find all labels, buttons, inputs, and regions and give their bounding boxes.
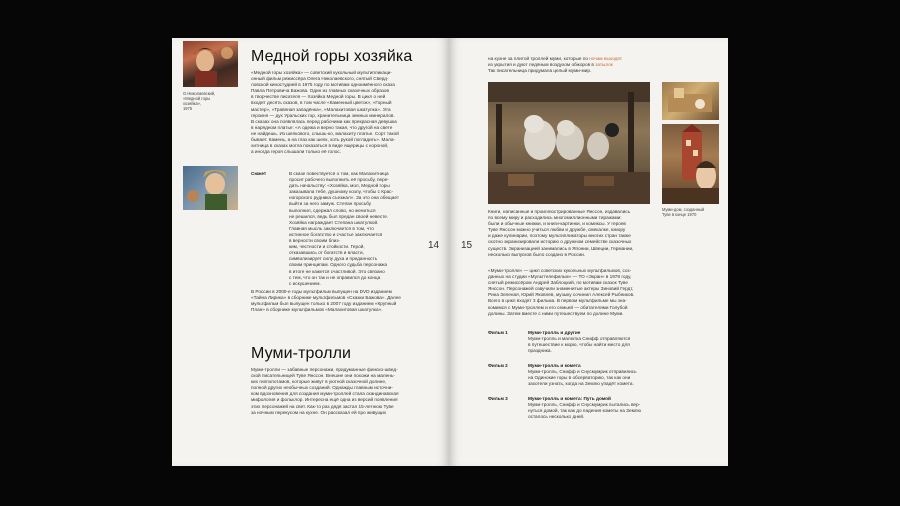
page-number-right: 15 (461, 240, 473, 251)
title-moomins: Муми-тролли (251, 345, 352, 362)
continued-text-part3: Так писательница придумала целый муми-мир. (488, 68, 592, 74)
film-1-label: Фильм 1 (488, 330, 508, 335)
page-number-left: 14 (428, 240, 440, 251)
film-3-label: Фильм 3 (488, 396, 508, 401)
moomins-paragraph: Муми-тролли — забавные персонажи, придуманные финско-швед- ской писательницей Туве Янссон. Внешне они похожи на малень- ких гиппопотамов, которые живут в уютной сказочной долине, полной других необычных созданий. Однажды главным источни- ком вдохновения для создания муми-троллей стала скандинавская мифология и фольклор. Интересна ещё одна из версий появления этих персонажей на свет. Как-то раз дядя застал 15-летнюю Туве за ночным перекусом на кухне. Он рассказал ей про живущих (251, 367, 399, 415)
moomin-interior-photo (662, 82, 719, 120)
continued-text-part1: на кухне за плитой троллей муми, которые по (488, 56, 590, 61)
moomin-house-caption: Муми-дом, созданный Туве в конце 1970 (662, 207, 705, 218)
film-3-text: Муми-тролль, Снифф и Снусмумрик пытались вер- нуться домой, так как до падения кометы на Землю осталось несколько дней. (528, 402, 642, 420)
film-1-title: Муми-тролль и другие (528, 330, 581, 335)
plot-label: Сюжет (251, 171, 267, 176)
cycle-paragraph: «Муми-тролли» — цикл советских кукольных мультфильмов, соз- данных на студии «Мульттелефильм» — ТО «Экран» в 1978 году, снятый режиссёром Андрей Заблоцкий, по мотивам сказок Туве Янссон. Персонажей озвучили знаменитые актеры Зиновий Гердт, Рина Зеленая, Юрий Яковлев, музыку сочинил Алексей Рыбников. Всего в цикл входят 3 фильма. В первом мультфильме мы зна- комимся с Муми-троллем и его семьей — обитателями Голубой долины. Затем вместе с ними путешествуем по долине Муми. (488, 268, 635, 316)
puppet-photo-middle (183, 166, 238, 210)
plot-text: В сказе повествуется о том, как Малахитница просит рабочего выполнить её просьбу, пере- дать начальству: «Хозяйка, мол, Медной горы заказывала тебе, душному козлу, чтобы с Крас- ногорского рудника съезжал». За это она обещает выйти за него замуж. Степан просьбу выполнил, сдержал слово, но жениться не решился, ведь был предан своей невесте. Хозяйка награждает Степана шкатулкой. Главная мысль заключается в том, что истинное богатство и счастье заключается в верности своим близ- ким, честности и стойкости. Герой, отказавшись от богатств и власти, символизирует силу духа и преданность своим принципам. Одного судьба персонажа в итоге не кажется счастливой. Это связано с тем, что он так и не оправился до конца с искушением. (289, 171, 399, 286)
film-2-text: Муми-тролль, Снифф и Снусмумрик отправились на Одинокие горы в обсерваторию, так как они захотели узнать, когда на Землю упадёт комета. (528, 369, 637, 387)
puppet-photo-top (183, 41, 238, 87)
moomin-figures-photo (488, 82, 650, 204)
film-2-title: Муми-тролль и комета (528, 363, 581, 368)
film-3-title: Муми-тролль и комета: Путь домой (528, 396, 611, 401)
caption-top: О.Николаевский, «Медной горы хозяйка», 1975 (183, 91, 216, 112)
continued-text-accent1: ночам выходят (589, 56, 623, 61)
dvd-release-text: В России в 2000-е годы мультфильм выпущен на DVD изданием «Тайна Лирика» в сборнике мультфильмов «Сказки Бажова». Далее мультфильм был выпущен только в 2007 году изданием «Крупный План» в сборнике мультфильмов «Малахитовая шкатулка». (251, 289, 401, 313)
moomin-house-photo (662, 124, 719, 204)
film-2-label: Фильм 2 (488, 363, 508, 368)
book-spread (172, 38, 728, 466)
title-copper-mountain: Медной горы хозяйка (251, 48, 413, 65)
intro-paragraph: «Медной горы хозяйка» — советский кукольный мультипликаци- онный фильм режиссёра Олега Николаевского, снятый Сверд- ловской киностудией в 1975 году по мотивам одноимённого сказа Павла Петровича Бажова. Один из главных сказочных образов в творчестве писателя — Хозяйка Медной горы. В цикл о ней входят десять сказов, в том числе «Каменный цветок», «Горный мастер», «Травяная западёнка», «Малахитовая шкатулка». Эта героиня — дух Уральских гор, хранительница земных минералов. В сказах она появлялась перед рабочими как прекрасная девушка в нарядном платье: «А одежа и верно такая, что другой на свете не найдешь. Из шелкового, слышь-ко, малахиту платье. Сорт такой бывает. Камень, а на глаз как шелк, хоть рукой погладить». Мала- хитница в сказах могла показаться в виде ящерицы с короной, а иногда героя слышали только её голос. (251, 70, 399, 155)
film-1-text: Муми-тролль и малютка Снифф отправляются в путешествие к морю, чтобы найти место для праздника. (528, 336, 631, 354)
continued-text-accent2: затылок (595, 62, 613, 68)
continued-text-part2: из укрытия и дуют ледяным воздухом обжоров в (488, 62, 596, 68)
books-paragraph: Книги, написанные и проиллюстрированные Янссон, издавались по всему миру и расходились многомиллионными тиражами: были и обычные книжки, и книги-картинки, и комиксы. У героев Туве Янссон можно учиться любви и дружбе, смекалке, юмору и даже кулинарии, поэтому мультипликаторы многих стран также охотно экранизировали историю о дружном семействе сказочных существ. Экранизацией занимались в Японии, Швеции, Германии, несколько выпусков было создано в России. (488, 209, 634, 257)
continued-text (488, 56, 718, 74)
right-page (449, 38, 728, 466)
left-page (172, 38, 449, 466)
